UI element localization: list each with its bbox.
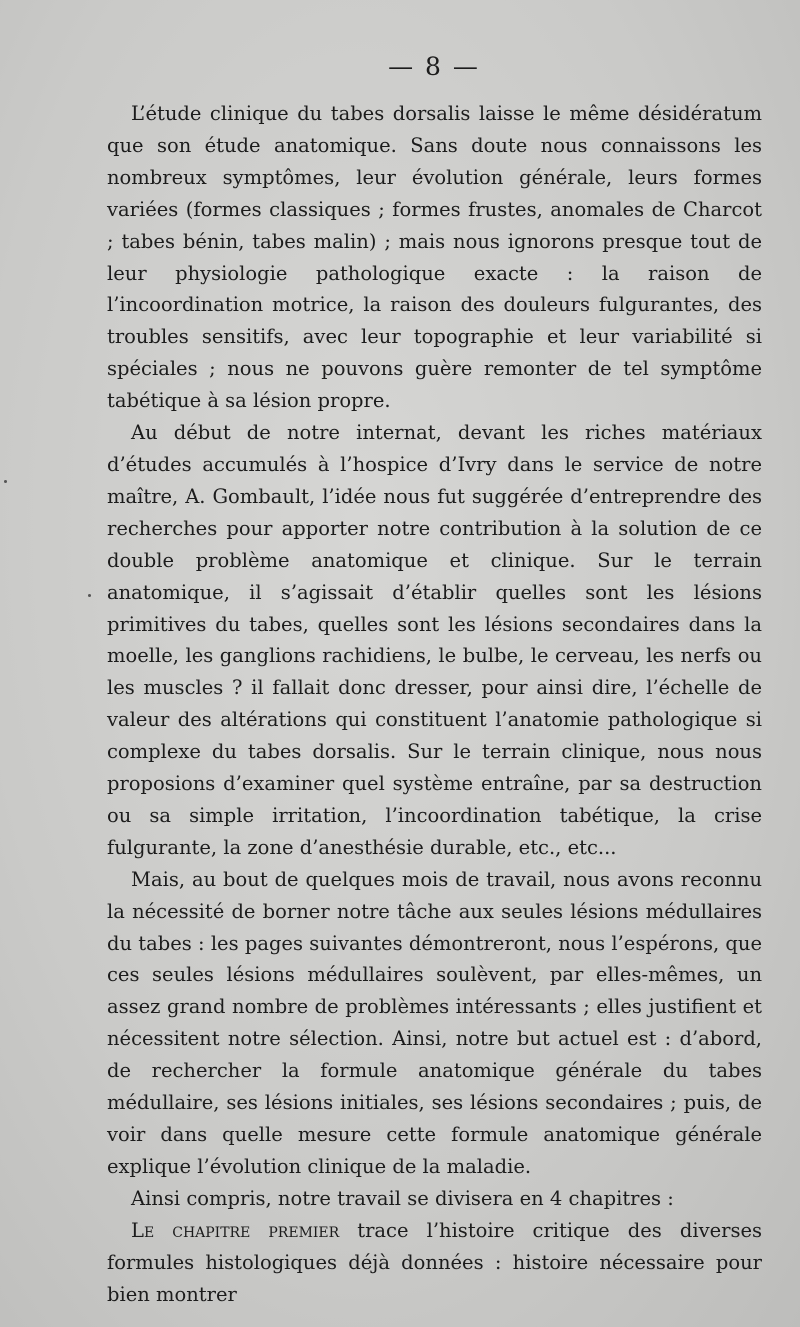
page-number: — 8 — <box>388 52 480 81</box>
paragraph-text: trace l’histoire critique des diverses formules histologiques déjà données : histoire nécessaire pour bien montrer <box>107 1218 763 1306</box>
paper-speck <box>4 480 7 483</box>
paragraph: Mais, au bout de quelques mois de travail, nous avons reconnu la nécessité de borner notre tâche aux seules lésions médullaires du tabes : les pages suivantes démontreront, nous l’espérons, que ces seules lésions médullaires soulèvent, par elles-mêmes, un assez grand nombre de problèmes intéressants ; elles justifient et nécessitent notre sélection. Ainsi, notre but actuel est : d’abord, de rechercher la formule anatomique générale du tabes médullaire, ses lésions initiales, ses lésions secondaires ; puis, de voir dans quelle mesure cette formule anatomique générale explique l’évolution clinique de la maladie. <box>107 867 762 1178</box>
paragraph: L’étude clinique du tabes dorsalis laisse le même désidératum que son étude anatomique. Sans doute nous connaissons les nombreux symptômes, leur évolution générale, leurs formes variées (formes classiques ; formes frustes, anomales de Charcot ; tabes bénin, tabes malin) ; mais nous ignorons presque tout de leur physiologie pathologique exacte : la raison de l’incoordination motrice, la raison des douleurs fulgurantes, des troubles sensitifs, avec leur topographie et leur variabilité si spéciales ; nous ne pouvons guère remonter de tel symptôme tabétique à sa lésion propre. <box>107 102 762 413</box>
chapter-lead: Le chapitre premier <box>131 1218 340 1242</box>
paragraph: Au début de notre internat, devant les riches matériaux d’études accumulés à l’hospice d’Ivry dans le service de notre maître, A. Gombault, l’idée nous fut suggérée d’entreprendre des recherches pour apporter notre contribution à la solution de ce double problème anatomique et clinique. Sur le terrain anatomique, il s’agissait d’établir quelles sont les lésions primitives du tabes, quelles sont les lésions secondaires dans la moelle, les ganglions rachidiens, le bulbe, le cerveau, les nerfs ou les muscles ? il fallait donc dresser, pour ainsi dire, l’échelle de valeur des altérations qui constituent l’anatomie pathologique si complexe du tabes dorsalis. Sur le terrain clinique, nous nous proposions d’examiner quel système entraîne, par sa destruction ou sa simple irritation, l’incoordination tabétique, la crise fulgurante, la zone d’anesthésie durable, etc., etc... <box>107 421 762 859</box>
paragraph: Ainsi compris, notre travail se divisera en 4 chapitres : <box>131 1186 674 1210</box>
body-text <box>107 98 762 1310</box>
paragraph <box>107 1215 762 1311</box>
paper-speck <box>88 594 91 597</box>
